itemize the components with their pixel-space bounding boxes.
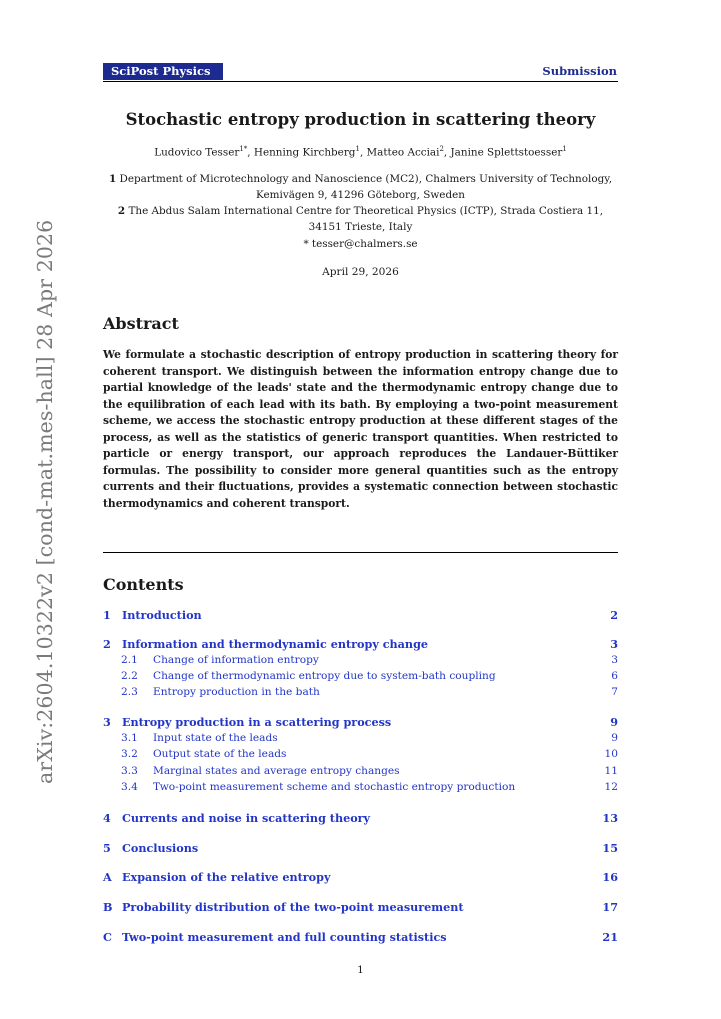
abstract-text: We formulate a stochastic description of entropy production in scattering theory for coherent transport. We distinguish between the information entropy change due to partial knowledge of the leads' state and the thermodynamic entropy change due to the equilibration of each lead with its bath. By employing a two-point measurement scheme, we access the stochastic entropy production at these different stages of the process, as well as the statistics of generic transport quantities. When restricted to particle or energy transport, our approach reproduces the Landauer-Büttiker formulas. The possibility to consider more general quantities such as the entropy currents and their fluctuations, provides a systematic connection between stochastic thermodynamics and coherent transport. [103, 348, 618, 510]
author-name: Henning Kirchberg [253, 146, 356, 159]
author-name: Matteo Acciai [366, 146, 440, 159]
toc-subsection-link[interactable] [103, 686, 618, 702]
author-name: Janine Splettstoesser [450, 146, 563, 159]
toc-entry-page: 21 [602, 930, 618, 944]
author-affiliation-mark: 1 [562, 145, 567, 153]
toc-entry-title: Expansion of the relative entropy [122, 870, 331, 884]
toc-entry-title: Probability distribution of the two-point measurement [122, 900, 464, 914]
header-rule [103, 81, 618, 82]
toc-entry-number: C [103, 930, 112, 944]
toc-entry-title: Information and thermodynamic entropy change [122, 637, 429, 651]
author-list: Ludovico Tesser$^{1*}$, Henning Kirchberg$^1$, Matteo Acciai$^2$, Janine Splettstoesser$^1$ [154, 145, 567, 159]
contact-email[interactable]: * tesser@chalmers.se [303, 238, 418, 250]
affiliation-text: Department of Microtechnology and Nanoscience (MC2), Chalmers University of Technology, Kemivägen 9, 41296 Göteborg, Sweden [119, 173, 613, 201]
affiliation-text: The Abdus Salam International Centre for Theoretical Physics (ICTP), Strada Costiera 11, 34151 Trieste, Italy [128, 205, 604, 233]
affiliation-number: 1 [108, 173, 117, 185]
toc-entry-title: Change of thermodynamic entropy due to system-bath coupling [153, 670, 496, 682]
toc-entry-number: 2.2 [121, 670, 138, 682]
toc-entry-number: 2.3 [121, 686, 138, 698]
toc-entry-page: 3 [611, 654, 618, 666]
toc-section-link[interactable] [103, 930, 618, 946]
toc-section-link[interactable] [103, 900, 618, 916]
toc-entry-title: Introduction [122, 608, 202, 622]
toc-entry-page: 6 [611, 670, 618, 682]
toc-section-link[interactable] [103, 841, 618, 857]
toc-entry-title: Conclusions [122, 841, 199, 855]
page-number: 1 [357, 964, 364, 976]
toc-entry-page: 11 [604, 765, 618, 777]
toc-entry-page: 17 [602, 900, 618, 914]
toc-section-link[interactable] [103, 715, 618, 731]
toc-subsection-link[interactable] [103, 670, 618, 686]
toc-section-link[interactable] [103, 811, 618, 827]
affiliation [103, 203, 618, 235]
arxiv-identifier[interactable]: arXiv:2604.10322v2 [cond-mat.mes-hall] 28 Apr 2026 [33, 219, 57, 784]
publication-date: April 29, 2026 [322, 266, 399, 278]
toc-entry-number: 3.1 [121, 732, 138, 744]
toc-subsection-link[interactable] [103, 732, 618, 748]
toc-section-link[interactable] [103, 608, 618, 624]
toc-subsection-link[interactable] [103, 748, 618, 764]
toc-entry-number: B [103, 900, 113, 914]
toc-entry-title: Input state of the leads [153, 732, 278, 744]
toc-entry-title: Two-point measurement and full counting statistics [122, 930, 447, 944]
toc-entry-number: 3.2 [121, 748, 138, 760]
toc-entry-title: Entropy production in a scattering process [122, 715, 392, 729]
author-affiliation-mark: 1 [355, 145, 360, 153]
toc-entry-number: 3 [103, 715, 111, 729]
toc-entry-page: 9 [611, 732, 618, 744]
section-rule [103, 552, 618, 553]
toc-entry-page: 7 [611, 686, 618, 698]
toc-entry-page: 13 [602, 811, 618, 825]
toc-entry-number: 2.1 [121, 654, 138, 666]
paper-title: Stochastic entropy production in scattering theory [125, 110, 596, 129]
toc-entry-page: 3 [610, 637, 618, 651]
toc-entry-page: 9 [610, 715, 618, 729]
toc-entry-title: Two-point measurement scheme and stochastic entropy production [153, 781, 516, 793]
toc-entry-number: 3.4 [121, 781, 138, 793]
toc-entry-number: 3.3 [121, 765, 138, 777]
toc-entry-page: 15 [602, 841, 618, 855]
toc-subsection-link[interactable] [103, 781, 618, 797]
toc-entry-number: A [103, 870, 112, 884]
toc-entry-number: 2 [103, 637, 111, 651]
author-name: Ludovico Tesser [154, 146, 240, 159]
journal-badge: SciPost Physics [103, 63, 223, 80]
toc-entry-page: 12 [604, 781, 618, 793]
toc-entry-title: Change of information entropy [153, 654, 319, 666]
toc-entry-title: Entropy production in the bath [153, 686, 320, 698]
toc-entry-number: 4 [103, 811, 111, 825]
toc-entry-number: 1 [103, 608, 111, 622]
contents-heading: Contents [103, 575, 184, 594]
toc-section-link[interactable] [103, 870, 618, 886]
toc-subsection-link[interactable] [103, 765, 618, 781]
author-affiliation-mark: 2 [439, 145, 444, 153]
toc-entry-number: 5 [103, 841, 111, 855]
submission-label: Submission [542, 64, 617, 78]
toc-entry-title: Output state of the leads [153, 748, 287, 760]
toc-entry-title: Marginal states and average entropy changes [153, 765, 400, 777]
abstract-heading: Abstract [103, 314, 179, 333]
toc-subsection-link[interactable] [103, 654, 618, 670]
affiliation-number: 2 [117, 205, 126, 217]
toc-entry-page: 2 [610, 608, 618, 622]
toc-entry-title: Currents and noise in scattering theory [122, 811, 371, 825]
toc-entry-page: 10 [604, 748, 618, 760]
toc-entry-page: 16 [602, 870, 618, 884]
author-affiliation-mark: 1* [239, 145, 248, 153]
affiliation [103, 171, 618, 203]
toc-section-link[interactable] [103, 637, 618, 653]
